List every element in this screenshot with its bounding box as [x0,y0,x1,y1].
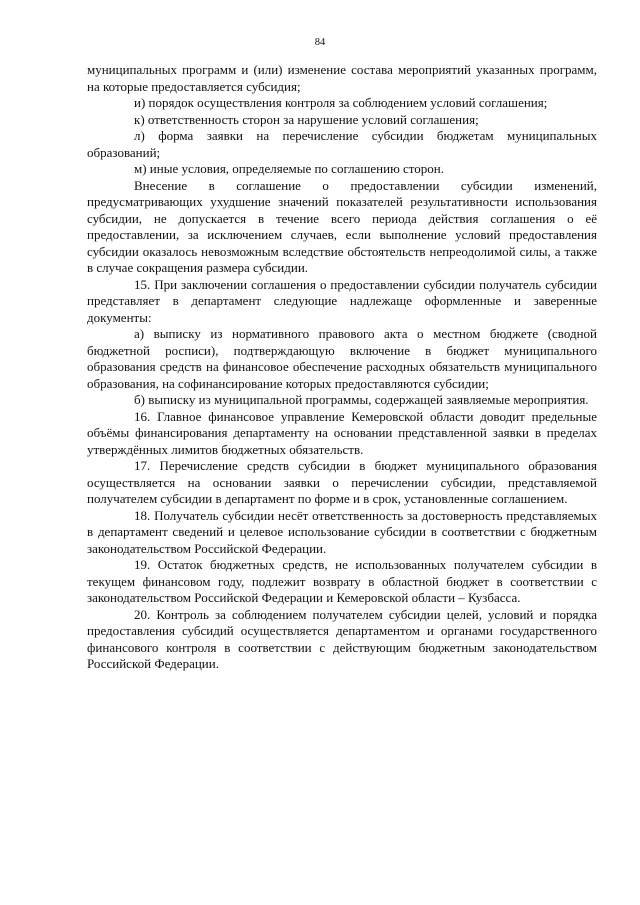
paragraph-item-m-other-terms: м) иные условия, определяемые по соглашению сторон. [134,161,445,176]
paragraph-programs-continuation: муниципальных программ и (или) изменение состава мероприятий указанных программ, на которые предоставляется субсидия; [87,62,597,94]
paragraph-item-k-responsibility: к) ответственность сторон за нарушение условий соглашения; [134,111,479,127]
paragraph-item-a-budget-extract: а) выписку из нормативного правового акта о местном бюджете (сводной бюджетной росписи), подтверждающую включение в бюджет муниципального образования средств на финансовое обеспечение расходных обязательств муниципального образования, на софинансирование которых предоставляются субсидии; [87,326,597,391]
document-body [87,62,597,673]
paragraph-item-b-program-extract: б) выписку из муниципальной программы, содержащей заявляемые мероприятия. [134,392,589,407]
paragraph-item-i-control: и) порядок осуществления контроля за соблюдением условий соглашения; [134,95,548,110]
paragraph-20-oversight: 20. Контроль за соблюдением получателем субсидии целей, условий и порядка предоставления субсидий осуществляется департаментом и органами государственного финансового контроля в соответствии с действующим бюджетным законодательством Российской Федерации. [87,606,597,671]
paragraph-item-l-request-form: л) форма заявки на перечисление субсидии бюджетам муниципальных образований; [87,128,597,160]
paragraph-15-documents: 15. При заключении соглашения о предоставлении субсидии получатель субсидии представляет в департамент следующие надлежаще оформленные и заверенные документы: [87,276,597,325]
paragraph-18-liability: 18. Получатель субсидии несёт ответственность за достоверность представляемых в департамент сведений и целевое использование субсидии в соответствии с бюджетным законодательством Российской Федерации. [87,507,597,556]
paragraph-19-unused-funds: 19. Остаток бюджетных средств, не использованных получателем субсидии в текущем финансовом году, подлежит возврату в областной бюджет в соответствии с законодательством Российской Федерации и Кемеровской области – Кузбасса. [87,557,597,605]
paragraph-17-transfer: 17. Перечисление средств субсидии в бюджет муниципального образования осуществляется на основании заявки о перечислении субсидии, представляемой получателем субсидии в департамент по форме и в срок, установленные соглашением. [87,458,597,506]
paragraph-amendments: Внесение в соглашение о предоставлении субсидии изменений, предусматривающих ухудшение значений показателей результативности использования субсидии, не допускается в течение всего периода действия соглашения о её предоставлении, за исключением случаев, если выполнение условий предоставления субсидии оказалось невозможным вследствие обстоятельств непреодолимой силы, а также в случае сокращения размера субсидии. [87,177,597,275]
page-number: 84 [314,37,326,48]
paragraph-16-financing-limits: 16. Главное финансовое управление Кемеровской области доводит предельные объёмы финансирования департаменту на основании представленной заявки в пределах утверждённых лимитов бюджетных обязательств. [87,408,597,457]
